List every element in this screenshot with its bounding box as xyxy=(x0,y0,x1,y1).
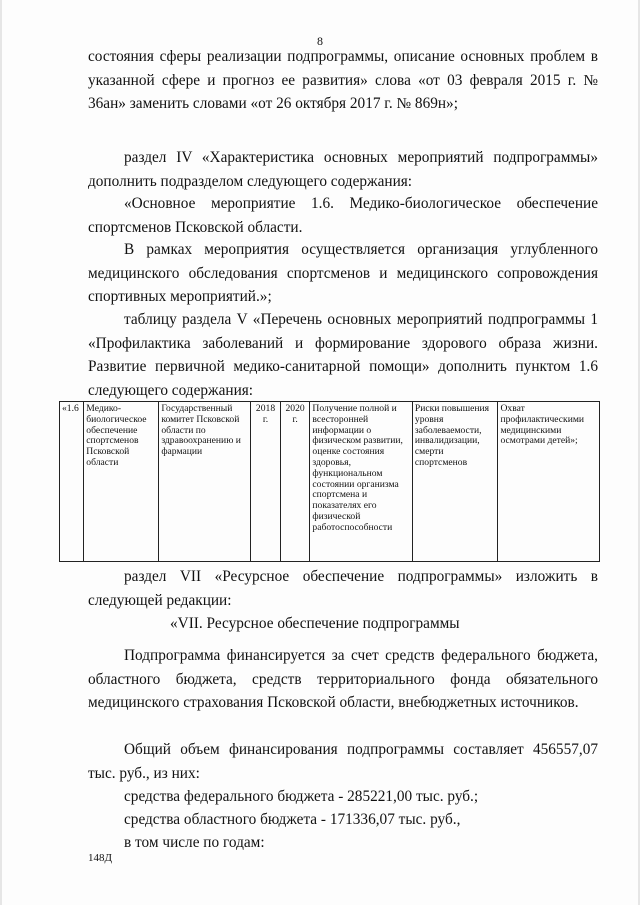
table-cell-result: Получение полной и всесторонней информации о физическом развитии, оценке состояния здоровья, функциональном состоянии организма спортсмена и показателях его физической работоспособности xyxy=(310,402,413,562)
paragraph-8: Общий объем финансирования подпрограммы составляет 456557,07 тыс. руб., из них: xyxy=(88,741,598,782)
table-cell-number: «1.6 xyxy=(60,402,84,562)
paragraph-5: таблицу раздела V «Перечень основных мероприятий подпрограммы 1 «Профилактика заболеваний и формирование здорового образа жизни. Развитие первичной медико-санитарной помощи» дополнить пунктом 1.6 следующего содержания: xyxy=(88,311,598,399)
measures-table xyxy=(59,401,600,562)
table-cell-end-year: 2020 г. xyxy=(280,402,310,562)
table-cell-start-year: 2018 г. xyxy=(251,402,281,562)
paragraph-10: средства областного бюджета - 171336,07 тыс. руб., xyxy=(124,811,461,828)
paragraph-6: раздел VII «Ресурсное обеспечение подпрограммы» изложить в следующей редакции: xyxy=(88,568,598,609)
table-cell-risks: Риски повышения уровня заболеваемости, инвалидизации, смерти спортсменов xyxy=(412,402,498,562)
paragraph-2: раздел IV «Характеристика основных мероприятий подпрограммы» дополнить подразделом следующего содержания: xyxy=(88,149,598,190)
paragraph-7: Подпрограмма финансируется за счет средств федерального бюджета, областного бюджета, средств территориального фонда обязательного медицинского страхования Псковской области, внебюджетных источников. xyxy=(88,647,598,711)
table-cell-indicator: Охват профилактическими медицинскими осмотрами детей»; xyxy=(498,402,600,562)
section-heading: «VII. Ресурсное обеспечение подпрограммы xyxy=(170,615,460,632)
table-cell-measure: Медико-биологическое обеспечение спортсменов Псковской области xyxy=(84,402,159,562)
scan-edge-left xyxy=(0,0,2,905)
page-number: 8 xyxy=(317,34,323,48)
table-cell-executor: Государственный комитет Псковской области по здравоохранению и фармации xyxy=(159,402,251,562)
table-row xyxy=(60,402,600,562)
paragraph-11: в том числе по годам: xyxy=(124,834,265,851)
paragraph-4: В рамках мероприятия осуществляется организация углубленного медицинского обследования спортсменов и медицинского сопровождения спортивных мероприятий.»; xyxy=(88,241,598,305)
paragraph-9: средства федерального бюджета - 285221,00 тыс. руб.; xyxy=(124,788,479,805)
paragraph-3: «Основное мероприятие 1.6. Медико-биологическое обеспечение спортсменов Псковской области. xyxy=(88,195,598,236)
footer-code: 148Д xyxy=(88,852,113,864)
paragraph-1: состояния сферы реализации подпрограммы, описание основных проблем в указанной сфере и прогноз ее развития» слова «от 03 февраля 2015 г. № 36ан» заменить словами «от 26 октября 2017 г. № 869н»; xyxy=(88,48,598,112)
